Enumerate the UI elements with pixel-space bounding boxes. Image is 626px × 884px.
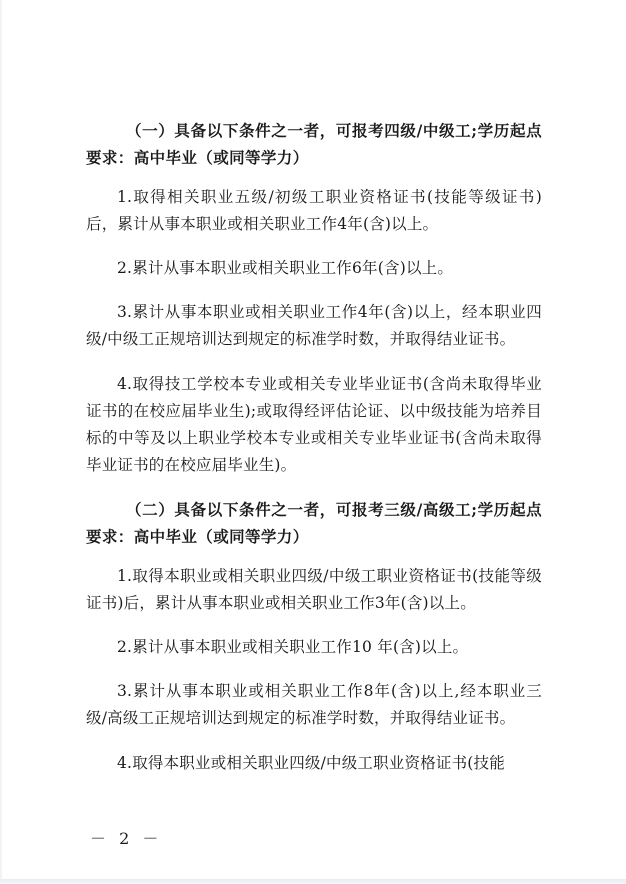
section-1-item-1: 1.取得相关职业五级/初级工职业资格证书(技能等级证书)后，累计从事本职业或相关职业工作4年(含)以上。 <box>86 188 542 233</box>
section-1-item-4: 4.取得技工学校本专业或相关专业毕业证书(含尚未取得毕业证书的在校应届毕业生);或取得经评估论证、以中级技能为培养目标的中等及以上职业学校本专业或相关专业毕业证书(含尚未取得毕业证书的在校应届毕业生)。 <box>86 375 542 474</box>
section-2-item-2: 2.累计从事本职业或相关职业工作10 年(含)以上。 <box>117 638 469 656</box>
page-bottom-edge <box>0 879 626 884</box>
section-2-item-4: 4.取得本职业或相关职业四级/中级工职业资格证书(技能 <box>117 754 505 772</box>
page-edge <box>0 0 2 884</box>
section-1-heading: （一）具备以下条件之一者，可报考四级/中级工;学历起点要求：高中毕业（或同等学力） <box>86 121 542 167</box>
section-2-heading: （二）具备以下条件之一者，可报考三级/高级工;学历起点要求：高中毕业（或同等学力） <box>86 500 542 546</box>
section-2-item-1: 1.取得本职业或相关职业四级/中级工职业资格证书(技能等级证书)后，累计从事本职业或相关职业工作3年(含)以上。 <box>86 567 542 612</box>
section-1-item-3: 3.累计从事本职业或相关职业工作4年(含)以上，经本职业四级/中级工正规培训达到规定的标准学时数，并取得结业证书。 <box>86 303 542 348</box>
section-1-item-2: 2.累计从事本职业或相关职业工作6年(含)以上。 <box>117 259 454 277</box>
page-number: － 2 － <box>90 829 163 848</box>
document-body <box>86 117 542 777</box>
section-2-item-3: 3.累计从事本职业或相关职业工作8年(含)以上,经本职业三级/高级工正规培训达到规定的标准学时数，并取得结业证书。 <box>86 682 542 727</box>
